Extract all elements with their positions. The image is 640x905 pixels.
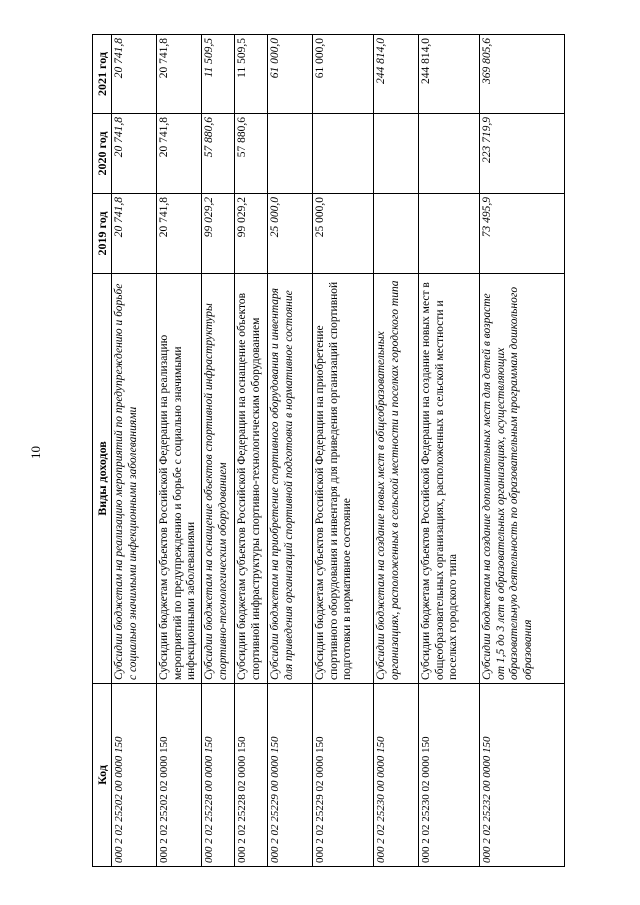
header-revenue-type: Виды доходов: [93, 274, 112, 684]
table-row: [235, 35, 268, 867]
row-code: 000 2 02 25202 00 0000 150: [112, 684, 157, 867]
page-number: 10: [28, 446, 43, 459]
row-value-2021: 61 000,0: [313, 35, 374, 114]
row-code: 000 2 02 25202 02 0000 150: [157, 684, 202, 867]
row-code: 000 2 02 25228 02 0000 150: [235, 684, 268, 867]
row-code: 000 2 02 25232 00 0000 150: [480, 684, 565, 867]
row-value-2020: [313, 114, 374, 194]
table-row: [157, 35, 202, 867]
row-value-2020: 20 741,8: [157, 114, 202, 194]
row-name: Субсидии бюджетам на оснащение объектов спортивной инфраструктуры спортивно-технологическим оборудованием: [202, 274, 235, 684]
row-name: Субсидии бюджетам субъектов Российской Федерации на оснащение объектов спортивной инфраструктуры спортивно-технологическим оборудованием: [235, 274, 268, 684]
row-name: Субсидии бюджетам на реализацию мероприятий по предупреждению и борьбе с социально значимыми инфекционными заболеваниями: [112, 274, 157, 684]
table-row: [202, 35, 235, 867]
table-row: [480, 35, 565, 867]
row-value-2021: 11 509,5: [202, 35, 235, 114]
row-name: Субсидии бюджетам на создание дополнительных мест для детей в возрасте от 1,5 до 3 лет в образовательных организациях, осуществляющих образовательную деятельность по образовательным программам дошкольного образования: [480, 274, 565, 684]
row-value-2021: 244 814,0: [419, 35, 480, 114]
header-2020: 2020 год: [93, 114, 112, 194]
row-value-2021: 369 805,6: [480, 35, 565, 114]
row-value-2021: 11 509,5: [235, 35, 268, 114]
row-value-2019: 99 029,2: [202, 194, 235, 274]
row-name: Субсидии бюджетам на создание новых мест в общеобразовательных организациях, расположенных в сельской местности и поселках городского типа: [374, 274, 419, 684]
revenue-table: [92, 34, 565, 867]
table-header-row: [93, 35, 112, 867]
row-value-2020: [268, 114, 313, 194]
row-name: Субсидии бюджетам субъектов Российской Федерации на приобретение спортивного оборудования и инвентаря для приведения организаций спортивной подготовки в нормативное состояние: [313, 274, 374, 684]
row-code: 000 2 02 25230 00 0000 150: [374, 684, 419, 867]
row-value-2019: 25 000,0: [268, 194, 313, 274]
table-row: [268, 35, 313, 867]
table-row: [419, 35, 480, 867]
row-value-2020: [419, 114, 480, 194]
row-code: 000 2 02 25229 00 0000 150: [268, 684, 313, 867]
row-value-2019: 73 495,9: [480, 194, 565, 274]
header-2021: 2021 год: [93, 35, 112, 114]
row-value-2019: [374, 194, 419, 274]
row-value-2020: [374, 114, 419, 194]
row-value-2020: 57 880,6: [235, 114, 268, 194]
row-value-2020: 20 741,8: [112, 114, 157, 194]
row-value-2019: 99 029,2: [235, 194, 268, 274]
table-row: [374, 35, 419, 867]
header-2019: 2019 год: [93, 194, 112, 274]
row-value-2019: 20 741,8: [112, 194, 157, 274]
row-name: Субсидии бюджетам субъектов Российской Федерации на создание новых мест в общеобразовательных организациях, расположенных в сельской местности и поселках городского типа: [419, 274, 480, 684]
row-code: 000 2 02 25228 00 0000 150: [202, 684, 235, 867]
row-value-2021: 61 000,0: [268, 35, 313, 114]
row-value-2021: 244 814,0: [374, 35, 419, 114]
row-name: Субсидии бюджетам на приобретение спортивного оборудования и инвентаря для приведения организаций спортивной подготовки в нормативное состояние: [268, 274, 313, 684]
header-code: Код: [93, 684, 112, 867]
row-value-2019: 20 741,8: [157, 194, 202, 274]
row-value-2020: 223 719,9: [480, 114, 565, 194]
row-value-2019: [419, 194, 480, 274]
row-code: 000 2 02 25230 02 0000 150: [419, 684, 480, 867]
row-value-2020: 57 880,6: [202, 114, 235, 194]
row-name: Субсидии бюджетам субъектов Российской Федерации на реализацию мероприятий по предупреждению и борьбе с социально значимыми инфекционными заболеваниями: [157, 274, 202, 684]
row-value-2021: 20 741,8: [157, 35, 202, 114]
table-row: [112, 35, 157, 867]
row-value-2021: 20 741,8: [112, 35, 157, 114]
row-code: 000 2 02 25229 02 0000 150: [313, 684, 374, 867]
row-value-2019: 25 000,0: [313, 194, 374, 274]
table-row: [313, 35, 374, 867]
